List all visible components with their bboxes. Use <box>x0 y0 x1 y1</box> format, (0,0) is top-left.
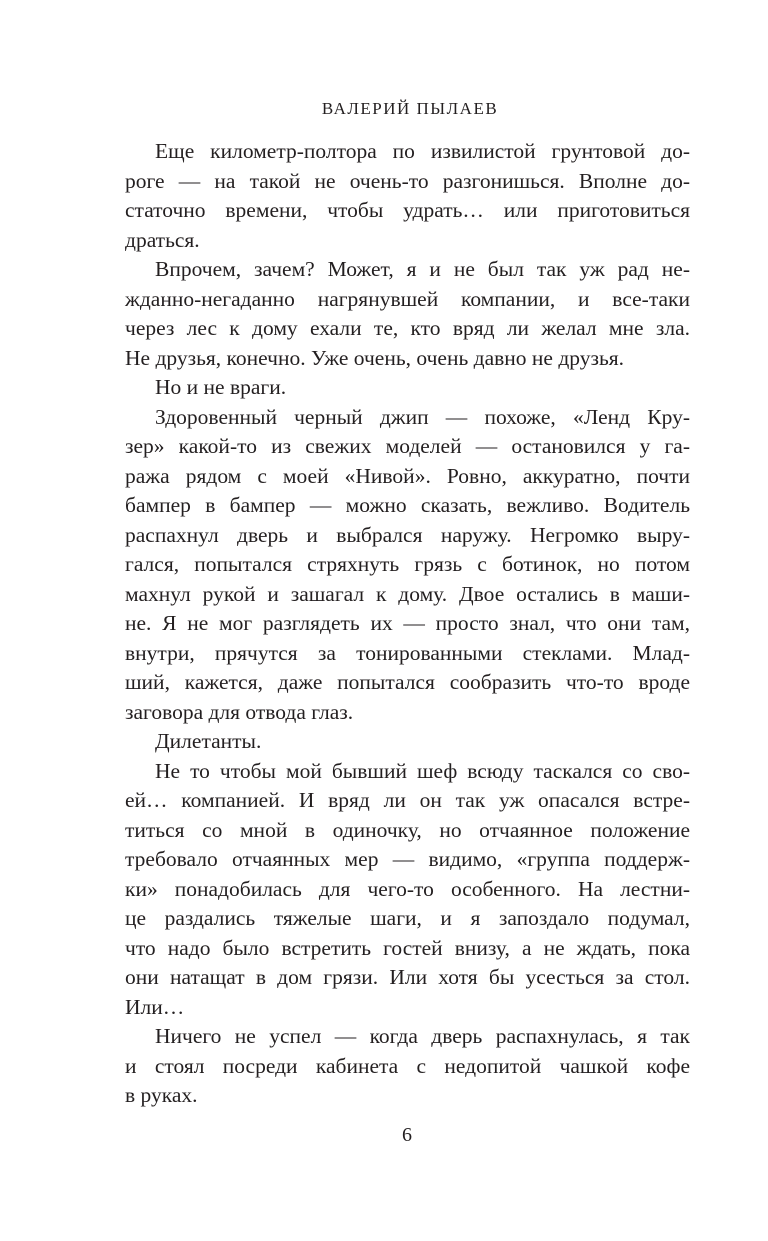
paragraph <box>125 137 690 255</box>
text-line: зер» какой-то из свежих моделей — остановился у га- <box>125 434 690 458</box>
text-line: через лес к дому ехали те, кто вряд ли желал мне зла. <box>125 316 690 340</box>
text-line: Дилетанты. <box>155 729 262 753</box>
text-line: драться. <box>125 227 200 252</box>
text-line: роге — на такой не очень-то разгонишься. Вполне до- <box>125 168 690 193</box>
text-line: махнул рукой и зашагал к дому. Двое остались в маши- <box>125 581 690 606</box>
text-line: Не то чтобы мой бывший шеф всюду таскался со сво- <box>155 758 690 783</box>
text-line: ки» понадобилась для чего-то особенного. На лестни- <box>125 876 690 901</box>
text-line: в руках. <box>125 1083 198 1107</box>
page-number: 6 <box>402 1124 412 1146</box>
text-line: ей… компанией. И вряд ли он так уж опасался встре- <box>125 788 690 812</box>
text-line: Ничего не успел — когда дверь распахнулась, я так <box>155 1024 690 1048</box>
paragraph <box>125 373 690 403</box>
text-line: внутри, прячутся за тонированными стеклами. Млад- <box>125 640 690 665</box>
paragraph <box>125 403 690 728</box>
paragraph <box>125 255 690 373</box>
text-line: ший, кажется, даже попытался сообразить что-то вроде <box>125 670 690 694</box>
text-line: гался, попытался стряхнуть грязь с ботинок, но потом <box>125 552 690 576</box>
text-line: Или… <box>125 994 185 1019</box>
text-line: распахнул дверь и выбрался наружу. Негромко выру- <box>125 522 690 547</box>
text-line: Но и не враги. <box>155 375 287 399</box>
text-line: что надо было встретить гостей внизу, а не ждать, пока <box>125 935 690 960</box>
text-line: ража рядом с моей «Нивой». Ровно, аккуратно, почти <box>125 463 690 488</box>
text-line: титься со мной в одиночку, но отчаянное положение <box>125 817 690 842</box>
text-line: требовало отчаянных мер — видимо, «группа поддерж- <box>125 847 690 871</box>
text-line: це раздались тяжелые шаги, и я запоздало подумал, <box>125 906 690 930</box>
text-line: заговора для отвода глаз. <box>125 699 354 724</box>
text-line: Не друзья, конечно. Уже очень, очень давно не друзья. <box>125 345 625 370</box>
text-line: и стоял посреди кабинета с недопитой чашкой кофе <box>125 1053 690 1078</box>
running-head-author: ВАЛЕРИЙ ПЫЛАЕВ <box>321 99 499 118</box>
paragraph <box>125 727 690 757</box>
text-line: не. Я не мог разглядеть их — просто знал, что они там, <box>125 611 690 635</box>
body-text <box>125 137 690 1111</box>
paragraph <box>125 757 690 1023</box>
text-line: Впрочем, зачем? Может, я и не был так уж рад не- <box>155 257 690 281</box>
text-line: статочно времени, чтобы удрать… или приготовиться <box>125 198 690 222</box>
text-line: жданно-негаданно нагрянувшей компании, и все-таки <box>125 286 690 311</box>
text-line: они натащат в дом грязи. Или хотя бы усесться за стол. <box>125 965 690 989</box>
text-line: бампер в бампер — можно сказать, вежливо. Водитель <box>125 493 690 517</box>
paragraph <box>125 1022 690 1111</box>
text-line: Еще километр-полтора по извилистой грунтовой до- <box>155 139 690 163</box>
text-line: Здоровенный черный джип — похоже, «Ленд Кру- <box>155 404 690 429</box>
